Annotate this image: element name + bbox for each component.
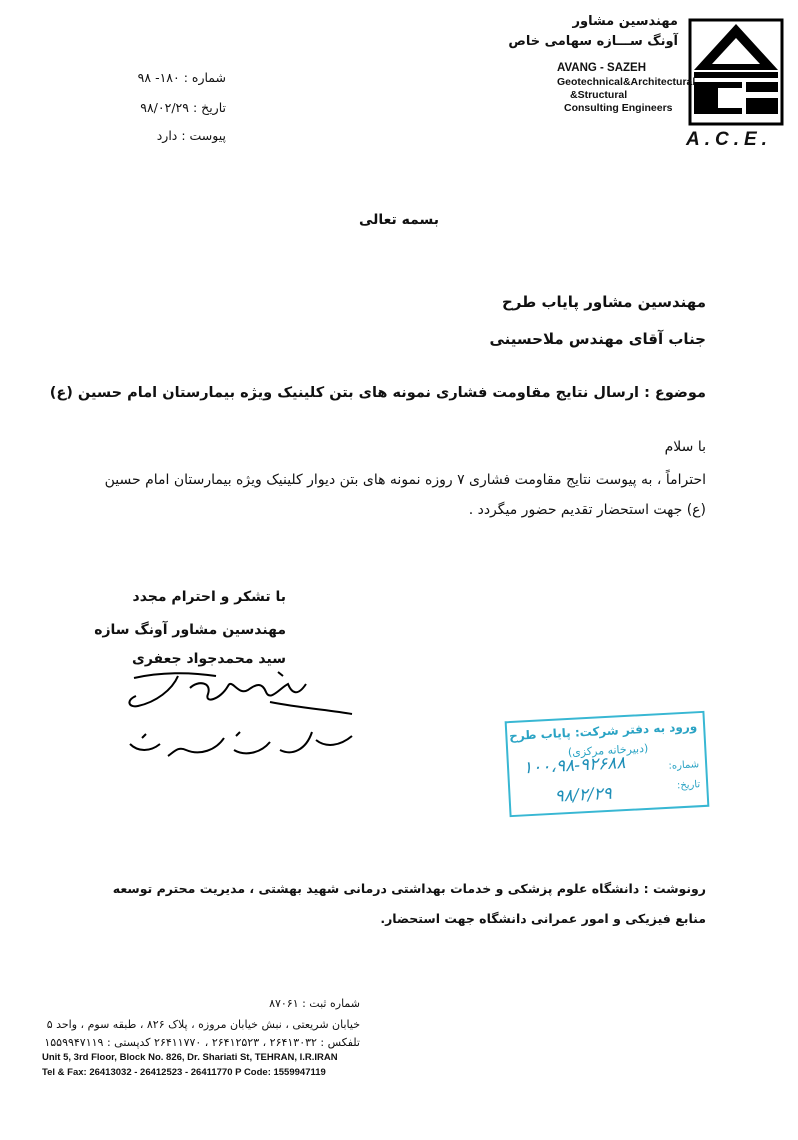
closing-line1: با تشکر و احترام مجدد bbox=[132, 589, 286, 605]
company-name-fa-line1: مهندسین مشاور bbox=[572, 14, 678, 29]
company-desc-en-1: Geotechnical&Architectural bbox=[557, 76, 696, 88]
company-name-fa-line2: آونگ ســـازه سهامی خاص bbox=[508, 34, 678, 49]
letter-attachment: پیوست : دارد bbox=[156, 128, 226, 143]
company-name-en: AVANG - SAZEH bbox=[557, 62, 647, 74]
footer-registration: شماره ثبت : ۸۷۰۶۱ bbox=[269, 997, 360, 1010]
company-desc-en-2: &Structural bbox=[570, 89, 628, 101]
carbon-copy: رونوشت : دانشگاه علوم پزشکی و خدمات بهداشتی درمانی شهید بهشتی ، مدیریت محترم توسعه منابع فیزیکی و امور عمرانی دانشگاه جهت استحضار. bbox=[112, 881, 706, 926]
subject-line: موضوع : ارسال نتایج مقاومت فشاری نمونه های بتن کلینیک ویژه بیمارستان امام حسین (ع) bbox=[49, 385, 706, 401]
logo-text: A.C.E. bbox=[686, 129, 772, 150]
handwritten-signature bbox=[120, 666, 360, 776]
letter-number: شماره : ۱۸۰- ۹۸ bbox=[137, 70, 226, 85]
basmala: بسمه تعالی bbox=[358, 212, 440, 228]
stamp-number-label: شماره: bbox=[668, 759, 700, 772]
recipient-person: جناب آقای مهندس ملاحسینی bbox=[489, 330, 706, 348]
footer-address-en: Unit 5, 3rd Floor, Block No. 826, Dr. Shariati St, TEHRAN, I.R.IRAN bbox=[42, 1052, 338, 1063]
closing-company: مهندسین مشاور آونگ سازه bbox=[94, 622, 286, 638]
stamp-number-value: ۱۰۰،۹۸-۹۲۶۸۸ bbox=[522, 753, 627, 779]
receipt-stamp bbox=[505, 711, 710, 817]
footer-phones-fa: تلفکس : ۲۶۴۱۳۰۳۲ ، ۲۶۴۱۲۵۲۳ ، ۲۶۴۱۱۷۷۰ کدپستی : ۱۵۵۹۹۴۷۱۱۹ bbox=[44, 1036, 360, 1049]
company-desc-en-3: Consulting Engineers bbox=[564, 102, 673, 114]
footer-phones-en: Tel & Fax: 26413032 - 26412523 - 26411770 P Code: 1559947119 bbox=[42, 1067, 326, 1078]
stamp-title: ورود به دفتر شرکت: پایاب طرح bbox=[508, 719, 698, 744]
signatory-name: سید محمدجواد جعفری bbox=[131, 651, 286, 667]
greeting: با سلام bbox=[664, 439, 706, 455]
letter-date: تاریخ : ۹۸/۰۲/۲۹ bbox=[140, 100, 226, 115]
stamp-date-value: ۹۸/۲/۲۹ bbox=[554, 783, 613, 807]
stamp-date-label: تاریخ: bbox=[676, 779, 701, 792]
company-logo bbox=[688, 18, 784, 128]
stamp-subtitle: (دبیرخانه مرکزی) bbox=[567, 741, 649, 760]
body-paragraph: احتراماً ، به پیوست نتایج مقاومت فشاری ۷ روزه نمونه های بتن دیوار کلینیک ویژه بیمارستان امام حسین (ع) جهت استحضار تقدیم حضور میگردد . bbox=[104, 472, 706, 518]
recipient-company: مهندسین مشاور پایاب طرح bbox=[501, 293, 706, 311]
footer-address-fa: خیابان شریعتی ، نبش خیابان مروزه ، پلاک ۸۲۶ ، طبقه سوم ، واحد ۵ bbox=[46, 1018, 360, 1031]
